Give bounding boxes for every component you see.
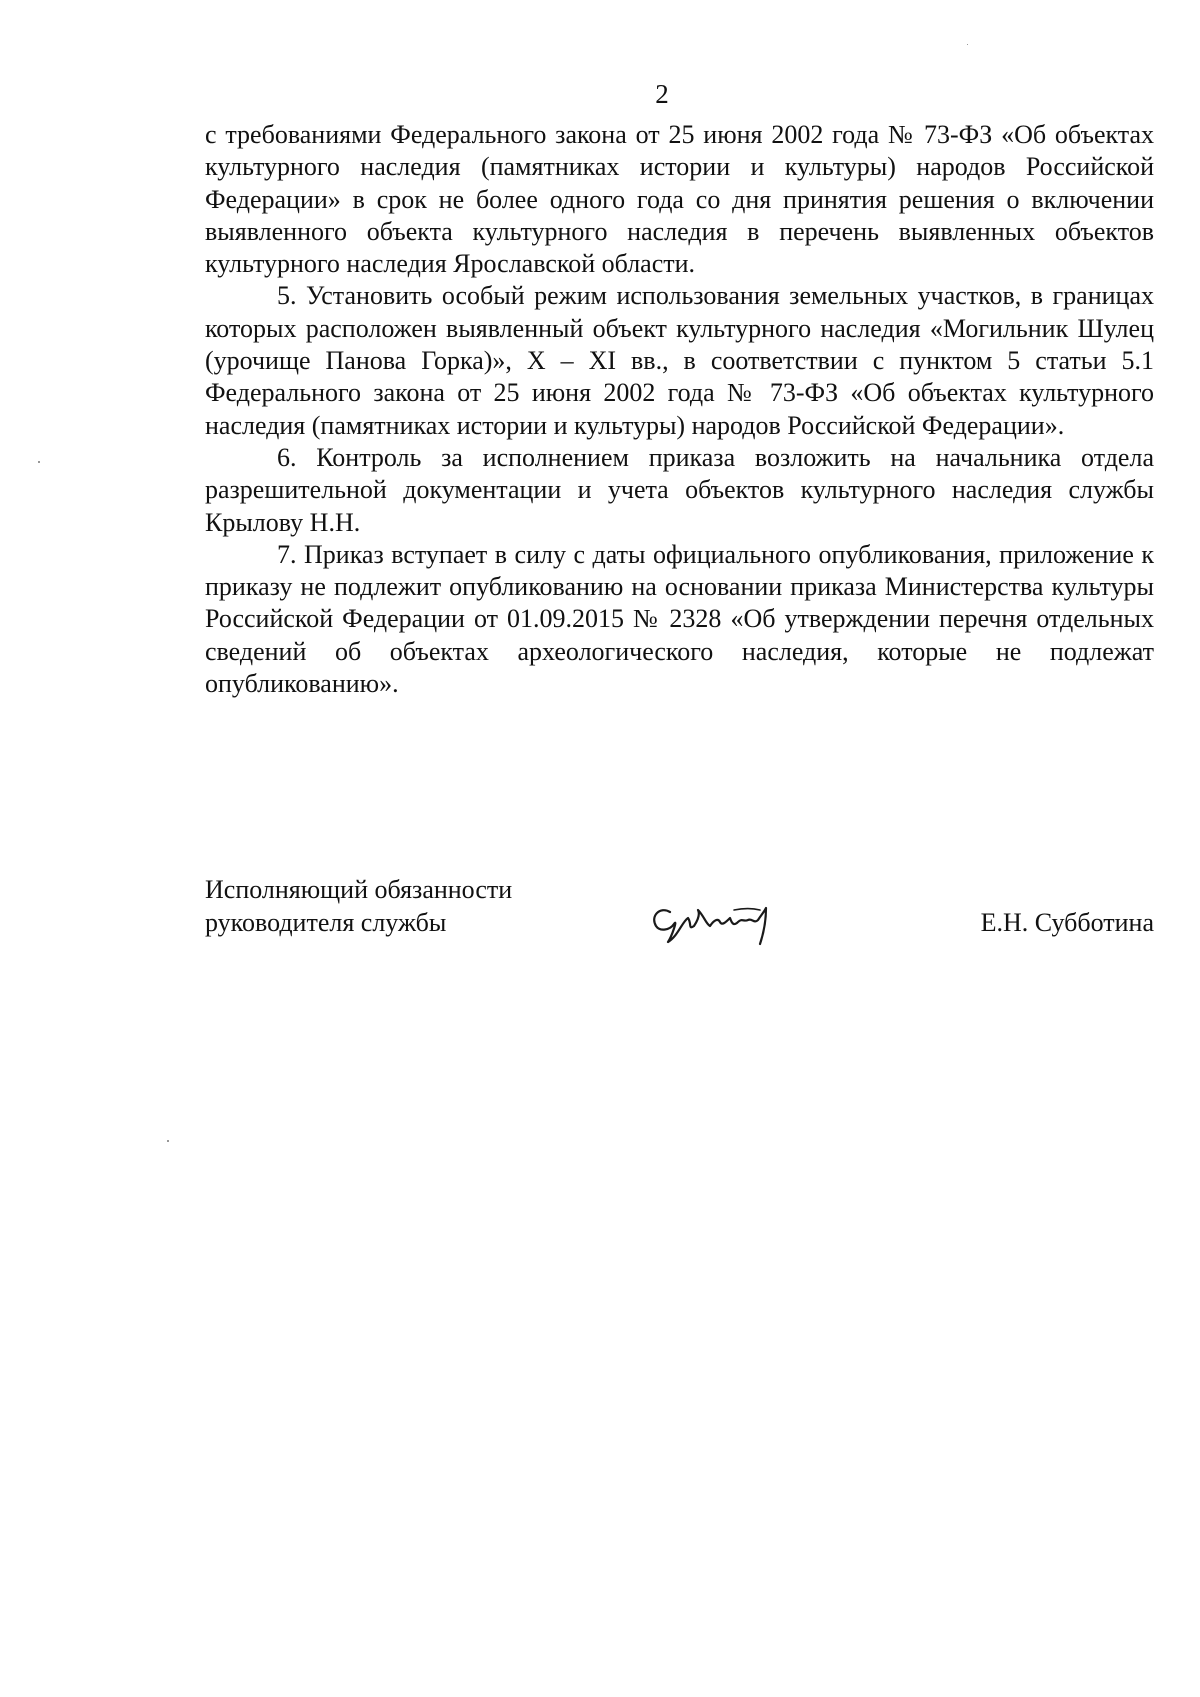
- handwritten-signature: [648, 896, 788, 956]
- paragraph-7: 7. Приказ вступает в силу с даты официального опубликования, приложение к приказу не подлежит опубликованию на основании приказа Министерства культуры Российской Федерации от 01.09.2015 № 2328 «Об утверждении перечня отдельных сведений об объектах археологического наследия, которые не подлежат опубликованию».: [205, 539, 1154, 699]
- scan-speck: [38, 461, 40, 463]
- scan-speck: [967, 44, 968, 45]
- paragraph-5: 5. Установить особый режим использования земельных участков, в границах которых расположен выявленный объект культурного наследия «Могильник Шулец (урочище Панова Горка)», X – XI вв., в соответствии с пунктом 5 статьи 5.1 Федерального закона от 25 июня 2002 года № 73-ФЗ «Об объектах культурного наследия (памятниках истории и культуры) народов Российской Федерации».: [205, 281, 1154, 440]
- document-body: [205, 119, 1154, 700]
- signer-position: [205, 874, 512, 939]
- paragraph-6: 6. Контроль за исполнением приказа возложить на начальника отдела разрешительной документации и учета объектов культурного наследия службы Крылову Н.Н.: [205, 442, 1154, 537]
- scan-speck: [167, 1140, 169, 1142]
- signer-position-line-2: руководителя службы: [205, 907, 447, 937]
- page-number: 2: [655, 79, 669, 109]
- signature-block: [205, 874, 1154, 964]
- signer-name: Е.Н. Субботина: [980, 908, 1154, 937]
- paragraph-4-continuation: с требованиями Федерального закона от 25 июня 2002 года № 73-ФЗ «Об объектах культурного наследия (памятниках истории и культуры) народов Российской Федерации» в срок не более одного года со дня принятия решения о включении выявленного объекта культурного наследия в перечень выявленных объектов культурного наследия Ярославской области.: [205, 120, 1154, 279]
- signer-position-line-1: Исполняющий обязанности: [205, 875, 513, 904]
